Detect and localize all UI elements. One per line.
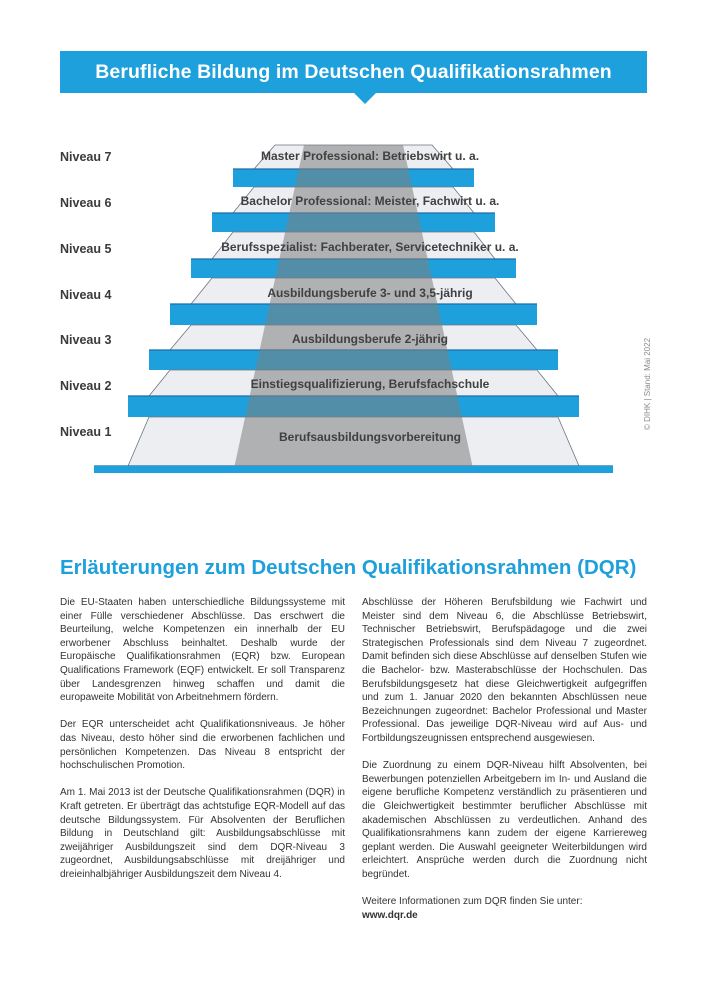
paragraph: Weitere Informationen zum DQR finden Sie unter: [362, 896, 583, 908]
niveau-label-7: Niveau 7 [60, 150, 112, 164]
paragraph: Der EQR unterscheidet acht Qualifikationsniveaus. Je höher das Niveau, desto höher sind die erworbenen fachlichen und persönlichen Kompetenzen. Das Niveau 8 entspricht der hochschulischen Promotion. [60, 719, 345, 772]
explanation-left-column [60, 596, 345, 895]
staircase-base [94, 466, 613, 473]
step-label-1: Berufsausbildungsvorbereitung [278, 430, 462, 444]
niveau-label-5: Niveau 5 [60, 242, 112, 256]
paragraph: Die EU-Staaten haben unterschiedliche Bildungssysteme mit einer Fülle verschiedener Abschlüsse. Das erschwert die Beurteilung, welche Kompetenzen ein innerhalb der EU erworbener Abschluss beinhaltet. Deshalb wurde der Europäische Qualifikationsrahmen (EQR) bzw. European Qualifications Framework (EQF) entwickelt. Er soll Transparenz über Landesgrenzen hinweg schaffen und damit die europaweite Mobilität von Arbeitnehmern fördern. [60, 597, 345, 704]
niveau-label-3: Niveau 3 [60, 333, 112, 347]
niveau-label-1: Niveau 1 [60, 425, 112, 439]
step-label-6: Bachelor Professional: Meister, Fachwirt u. a. [240, 194, 500, 208]
step-label-2: Einstiegsqualifizierung, Berufsfachschule [250, 377, 490, 391]
paragraph: Die Zuordnung zu einem DQR-Niveau hilft Absolventen, bei Bewerbungen potenziellen Arbeitgebern im In- und Ausland die eigene berufliche Kompetenz verständlich zu präsentieren und die Gleichwertigkeit bestimmter beruflicher Abschlüsse mit akademischen Abschlüssen zu verdeutlichen. Anhand des Qualifikationsrahmens kann zudem der eigene Karriereweg geplant werden. Die Auswahl geeigneter Weiterbildungen wird erleichtert. Ansprüche werden durch die Zuordnung nicht begründet. [362, 760, 647, 880]
explanation-title: Erläuterungen zum Deutschen Qualifikationsrahmen (DQR) [60, 556, 637, 579]
paragraph: Abschlüsse der Höheren Berufsbildung wie Fachwirt und Meister sind dem Niveau 6, die Abschlüsse Betriebswirt, Technischer Betriebswirt, Berufspädagoge und die zwei Strategischen Professionals sind dem Niveau 7 zugeordnet. Damit befinden sich diese Abschlüsse auf denselben Stufen wie die Bachelor- bzw. Masterabschlüsse der Hochschulen. Das Berufsbildungsgesetz hat diese Gleichwertigkeit aufgegriffen und zum 1. Januar 2020 den bekannten Abschlüssen neue Bezeichnungen zugeordnet: Bachelor Professional und Master Professional. Das jeweilige DQR-Niveau wird auf Aus- und Fortbildungszeugnissen entsprechend ausgewiesen. [362, 597, 647, 744]
niveau-label-4: Niveau 4 [60, 288, 112, 302]
explanation-right-column [362, 596, 647, 922]
dqr-link[interactable]: www.dqr.de [362, 909, 418, 921]
niveau-label-2: Niveau 2 [60, 379, 112, 393]
step-label-5: Berufsspezialist: Fachberater, Servicetechniker u. a. [221, 240, 519, 254]
paragraph: Am 1. Mai 2013 ist der Deutsche Qualifikationsrahmen (DQR) in Kraft getreten. Er überträgt das achtstufige EQR-Modell auf das deutsche Bildungssystem. Für Absolventen der Beruflichen Bildung in Deutschland gilt: Ausbildungsabschlüsse mit zweijähriger Ausbildungszeit sind dem DQR-Niveau 3 zugeordnet, Ausbildungsabschlüsse mit dreijähriger und dreieinhalbjähriger Ausbildungszeit dem Niveau 4. [60, 787, 345, 880]
step-label-4: Ausbildungsberufe 3- und 3,5-jährig [267, 286, 473, 300]
niveau-label-6: Niveau 6 [60, 196, 112, 210]
step-label-3: Ausbildungsberufe 2-jährig [291, 332, 448, 346]
page-title: Berufliche Bildung im Deutschen Qualifikationsrahmen [95, 61, 612, 83]
step-label-7: Master Professional: Betriebswirt u. a. [260, 149, 480, 163]
copyright-credit: © DIHK | Stand: Mai 2022 [643, 337, 652, 430]
